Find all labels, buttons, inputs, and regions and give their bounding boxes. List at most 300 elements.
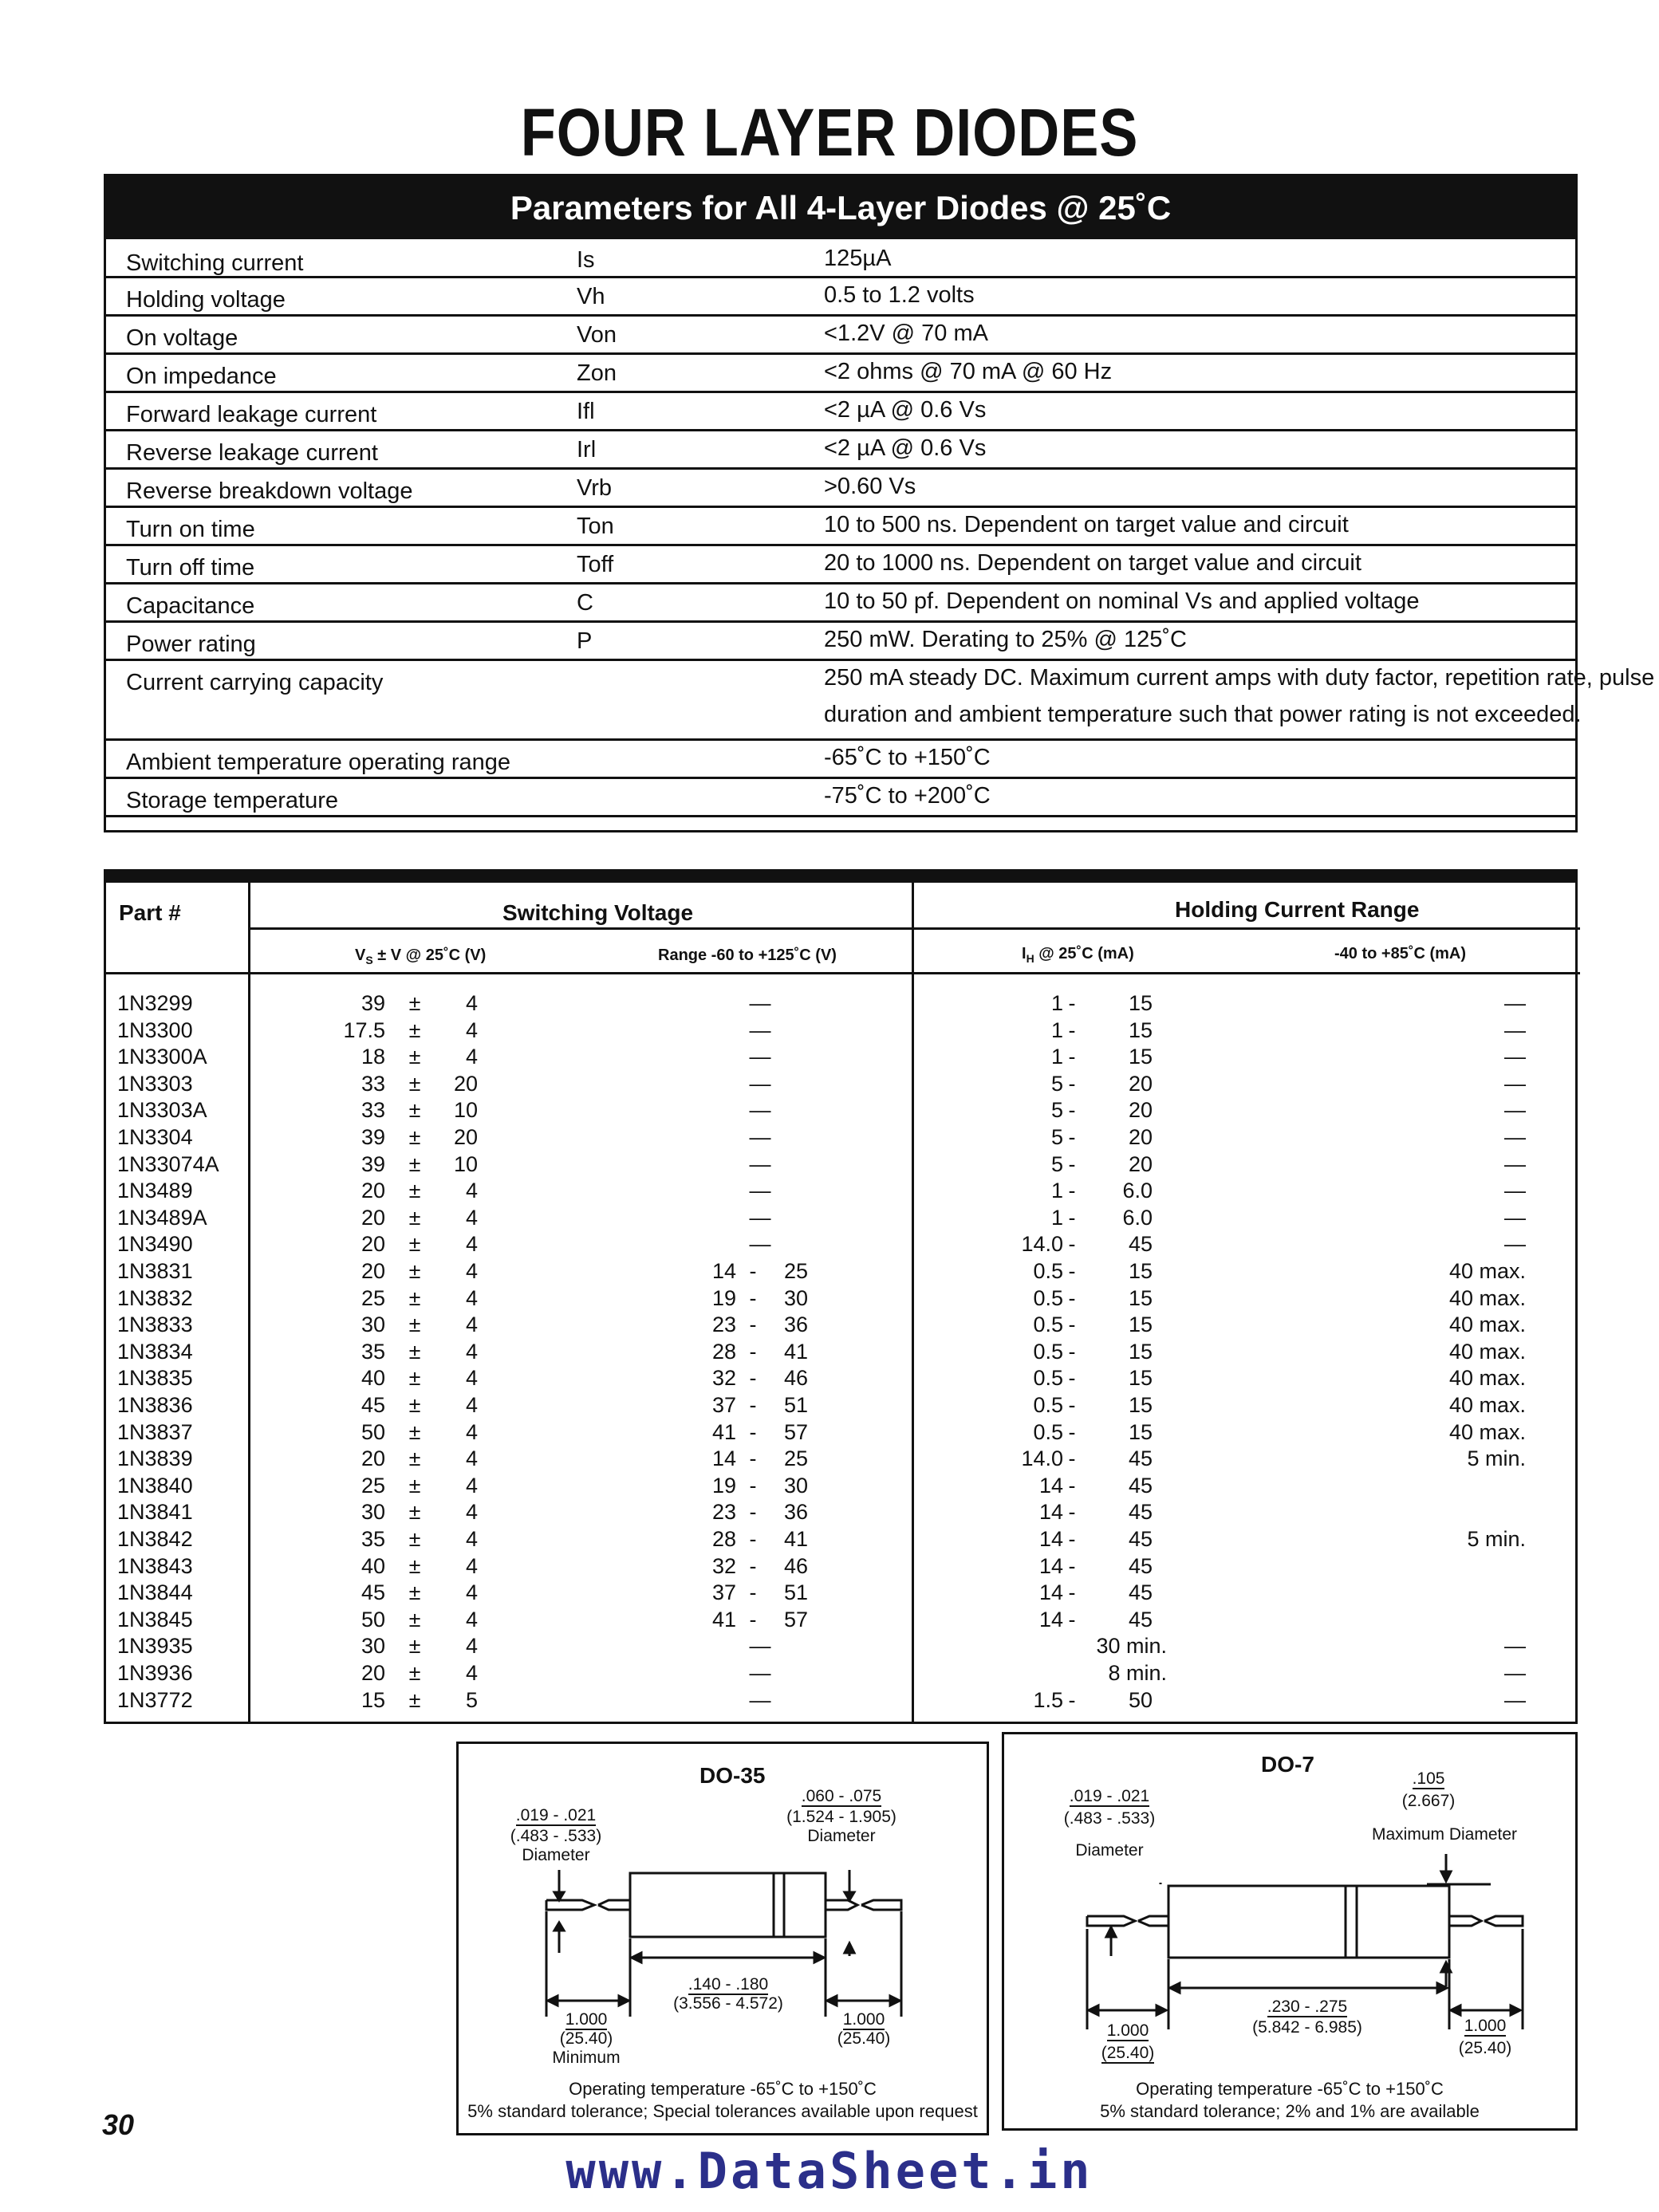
holding-current-range: 40 max.: [1448, 1393, 1526, 1417]
range-low: 32: [711, 1553, 736, 1578]
plus-minus: ±: [408, 991, 421, 1015]
holding-current-dash: -: [1068, 1687, 1076, 1712]
subheader-ih-symbol: I: [1022, 945, 1027, 962]
header-holding-current: Holding Current Range: [1175, 897, 1420, 922]
range-low: 19: [711, 1285, 736, 1310]
parameter-value: <2 µA @ 0.6 Vs: [824, 435, 987, 461]
footer-website: www.DataSheet.in: [565, 2142, 1094, 2200]
holding-current-low: 14: [1038, 1580, 1063, 1605]
holding-current-range: 5 min.: [1467, 1446, 1526, 1471]
parameter-row: [106, 738, 1575, 779]
range-dash: -: [749, 1313, 757, 1337]
header-part: Part #: [119, 900, 181, 925]
page-number: 30: [102, 2108, 135, 2141]
parameter-row: [106, 659, 1655, 741]
subheader-hold-range: -40 to +85˚C (mA): [1334, 945, 1467, 962]
do35-note-tolerance: 5% standard tolerance; Special tolerances available upon request: [467, 2101, 978, 2121]
do35-package-box: [456, 1742, 989, 2135]
part-number: 1N3844: [117, 1580, 193, 1605]
switching-voltage: 39: [361, 1151, 385, 1176]
part-number: 1N3836: [117, 1393, 193, 1417]
holding-current-high: 45: [1128, 1473, 1153, 1498]
part-number: 1N3842: [117, 1527, 193, 1551]
voltage-tolerance: 4: [465, 1527, 478, 1551]
range-low: 37: [711, 1393, 736, 1417]
holding-current-dash: -: [1068, 1285, 1076, 1310]
do35-lead-diameter-mm: (.483 - .533): [510, 1827, 602, 1845]
holding-current-range: —: [1504, 991, 1526, 1015]
holding-current-dash: -: [1068, 1098, 1076, 1123]
plus-minus: ±: [408, 1098, 421, 1123]
range-dash: -: [749, 1553, 757, 1578]
range-low: 23: [711, 1500, 736, 1525]
plus-minus: ±: [408, 1527, 421, 1551]
holding-current-range: —: [1504, 1661, 1526, 1685]
part-number: 1N3303: [117, 1071, 193, 1096]
parameter-name: Power rating: [126, 632, 256, 657]
parameter-symbol: Ton: [577, 514, 614, 539]
range-high: 41: [783, 1527, 808, 1551]
parameter-row: [106, 314, 1575, 355]
voltage-tolerance: 20: [453, 1071, 478, 1096]
switching-voltage: 30: [361, 1634, 385, 1659]
holding-current-high: 15: [1128, 1285, 1153, 1310]
switching-voltage: 39: [361, 991, 385, 1015]
range-value: —: [749, 1232, 771, 1257]
range-high: 46: [783, 1553, 808, 1578]
do7-label: DO-7: [1261, 1752, 1314, 1777]
range-dash: -: [749, 1285, 757, 1310]
voltage-tolerance: 4: [465, 1634, 478, 1659]
parameter-name: Current carrying capacity: [126, 670, 384, 695]
plus-minus: ±: [408, 1366, 421, 1391]
range-high: 36: [783, 1313, 808, 1337]
range-dash: -: [749, 1473, 757, 1498]
plus-minus: ±: [408, 1607, 421, 1631]
holding-current-dash: -: [1068, 1580, 1076, 1605]
holding-current-high: 15: [1128, 1017, 1153, 1042]
range-value: —: [749, 1205, 771, 1230]
holding-current-high: 45: [1128, 1580, 1153, 1605]
parameter-row: [106, 620, 1575, 661]
part-number: 1N3831: [117, 1259, 193, 1283]
range-value: —: [749, 1151, 771, 1176]
range-dash: -: [749, 1580, 757, 1605]
plus-minus: ±: [408, 1339, 421, 1364]
do7-body-diameter-in-text: .105: [1412, 1769, 1445, 1788]
range-low: 37: [711, 1580, 736, 1605]
voltage-tolerance: 4: [465, 1179, 478, 1203]
parameter-row: [106, 467, 1575, 508]
holding-current-dash: -: [1068, 1045, 1076, 1069]
part-number: 1N3303A: [117, 1098, 207, 1123]
range-value: —: [749, 1125, 771, 1149]
voltage-tolerance: 4: [465, 1285, 478, 1310]
parameter-row: [106, 239, 1575, 278]
switching-voltage: 20: [361, 1661, 385, 1685]
parameter-symbol: Is: [577, 247, 595, 273]
parameter-name: Forward leakage current: [126, 402, 377, 427]
switching-voltage: 30: [361, 1500, 385, 1525]
switching-voltage: 20: [361, 1232, 385, 1257]
part-number: 1N3837: [117, 1419, 193, 1444]
parameter-value: -75˚C to +200˚C: [824, 783, 991, 809]
part-number: 1N3839: [117, 1446, 193, 1471]
do35-lead-diameter-caption: Diameter: [522, 1846, 590, 1864]
holding-current-dash: -: [1068, 1125, 1076, 1149]
holding-current-range: —: [1504, 1687, 1526, 1712]
table-top-bar: [106, 872, 1575, 883]
subheader-vs-symbol: V: [355, 947, 366, 964]
parameter-value: -65˚C to +150˚C: [824, 745, 991, 770]
parameter-row: [106, 352, 1575, 393]
parameter-value: 250 mA steady DC. Maximum current amps with duty factor, repetition rate, pulse: [824, 665, 1655, 691]
holding-current-low: 1.5: [1033, 1687, 1063, 1712]
parameter-row: [106, 544, 1575, 584]
plus-minus: ±: [408, 1313, 421, 1337]
voltage-tolerance: 4: [465, 1580, 478, 1605]
do35-body-diameter-mm: (1.524 - 1.905): [786, 1808, 896, 1826]
range-dash: -: [749, 1259, 757, 1283]
holding-current-dash: -: [1068, 1553, 1076, 1578]
range-dash: -: [749, 1446, 757, 1471]
voltage-tolerance: 4: [465, 1446, 478, 1471]
do7-lead-length-left-mm: [1084, 2044, 1172, 2063]
range-low: 28: [711, 1527, 736, 1551]
do35-body-diameter-caption: Diameter: [807, 1827, 876, 1845]
parameter-row: [106, 429, 1575, 470]
holding-current-high: 20: [1128, 1071, 1153, 1096]
holding-current-high: 15: [1128, 991, 1153, 1015]
holding-current-range: 5 min.: [1467, 1527, 1526, 1551]
do7-note-temperature: Operating temperature -65˚C to +150˚C: [1136, 2079, 1444, 2099]
holding-current-low: 1: [1050, 1179, 1063, 1203]
holding-current-high: 20: [1128, 1098, 1153, 1123]
holding-current-low: 14: [1038, 1607, 1063, 1631]
do7-lead-diameter-mm: (.483 - .533): [1063, 1809, 1156, 1828]
parameter-value: 10 to 50 pf. Dependent on nominal Vs and applied voltage: [824, 588, 1420, 614]
part-number: 1N3841: [117, 1500, 193, 1525]
range-low: 28: [711, 1339, 736, 1364]
switching-voltage: 39: [361, 1125, 385, 1149]
holding-current-dash: -: [1068, 1366, 1076, 1391]
holding-current-dash: -: [1068, 1232, 1076, 1257]
do7-lead-length-left-mm-text: (25.40): [1101, 2044, 1155, 2062]
holding-current-range: —: [1504, 1634, 1526, 1659]
holding-current-low: 5: [1050, 1071, 1063, 1096]
holding-current-dash: -: [1068, 1259, 1076, 1283]
subheader-ih: [1022, 945, 1134, 965]
part-number: 1N3299: [117, 991, 193, 1015]
switching-voltage: 35: [361, 1527, 385, 1551]
holding-current-low: 0.5: [1033, 1259, 1063, 1283]
parameter-row: [106, 506, 1575, 546]
part-number: 1N3840: [117, 1473, 193, 1498]
plus-minus: ±: [408, 1687, 421, 1712]
holding-current-high: 15: [1128, 1313, 1153, 1337]
holding-current-range: —: [1504, 1071, 1526, 1096]
holding-current-range: 40 max.: [1448, 1313, 1526, 1337]
part-number: 1N3832: [117, 1285, 193, 1310]
voltage-tolerance: 4: [465, 1313, 478, 1337]
column-divider: [248, 883, 250, 1722]
parameter-symbol: Ifl: [577, 399, 595, 424]
holding-current-low: 5: [1050, 1098, 1063, 1123]
do7-body-length-in: [1220, 1997, 1395, 2017]
voltage-tolerance: 4: [465, 1259, 478, 1283]
holding-current-range: —: [1504, 1151, 1526, 1176]
holding-current-dash: -: [1068, 1607, 1076, 1631]
switching-voltage: 33: [361, 1098, 385, 1123]
parameter-value: 250 mW. Derating to 25% @ 125˚C: [824, 627, 1187, 652]
range-value: —: [749, 1071, 771, 1096]
range-low: 23: [711, 1313, 736, 1337]
do7-body-length-mm: (5.842 - 6.985): [1252, 2018, 1362, 2037]
range-low: 14: [711, 1446, 736, 1471]
plus-minus: ±: [408, 1580, 421, 1605]
voltage-tolerance: 4: [465, 1473, 478, 1498]
holding-current-range: 40 max.: [1448, 1259, 1526, 1283]
range-value: —: [749, 1045, 771, 1069]
plus-minus: ±: [408, 1179, 421, 1203]
part-number: 1N3835: [117, 1366, 193, 1391]
range-high: 57: [783, 1419, 808, 1444]
switching-voltage: 45: [361, 1393, 385, 1417]
plus-minus: ±: [408, 1151, 421, 1176]
range-value: —: [749, 991, 771, 1015]
do35-lead-length-right-mm: (25.40): [837, 2029, 891, 2048]
subheader-range: Range -60 to +125˚C (V): [658, 947, 837, 964]
parameter-symbol: Von: [577, 322, 617, 348]
do7-note-tolerance: 5% standard tolerance; 2% and 1% are available: [1100, 2101, 1480, 2121]
range-value: —: [749, 1179, 771, 1203]
plus-minus: ±: [408, 1419, 421, 1444]
do7-body-diameter-caption: Maximum Diameter: [1371, 1825, 1518, 1844]
parameter-symbol: Vrb: [577, 475, 613, 501]
parameter-value-continued: duration and ambient temperature such that power rating is not exceeded.: [824, 702, 1582, 727]
holding-current-high: 6.0: [1122, 1179, 1153, 1203]
holding-current-dash: -: [1068, 991, 1076, 1015]
voltage-tolerance: 4: [465, 1393, 478, 1417]
switching-voltage: 40: [361, 1366, 385, 1391]
do35-lead-length-left-mm: (25.40): [559, 2029, 613, 2048]
plus-minus: ±: [408, 1634, 421, 1659]
holding-current-dash: -: [1068, 1446, 1076, 1471]
switching-voltage: 20: [361, 1205, 385, 1230]
parameter-row: [106, 582, 1575, 623]
subheader-vs-rest: ± V @ 25˚C (V): [377, 947, 487, 964]
parameter-symbol: Toff: [577, 552, 614, 577]
holding-current-range: —: [1504, 1045, 1526, 1069]
holding-current-high: 15: [1128, 1339, 1153, 1364]
holding-current-high: 45: [1128, 1500, 1153, 1525]
part-number: 1N3489A: [117, 1205, 207, 1230]
holding-current-high: 20: [1128, 1151, 1153, 1176]
range-dash: -: [749, 1339, 757, 1364]
range-low: 32: [711, 1366, 736, 1391]
switching-voltage: 50: [361, 1419, 385, 1444]
range-high: 36: [783, 1500, 808, 1525]
parameter-name: Turn on time: [126, 517, 255, 542]
holding-current-low: 0.5: [1033, 1366, 1063, 1391]
holding-current-low: 5: [1050, 1125, 1063, 1149]
parameter-name: Holding voltage: [126, 287, 286, 313]
do35-body-length-mm: (3.556 - 4.572): [673, 1994, 783, 2013]
voltage-tolerance: 4: [465, 991, 478, 1015]
subheader-vs-subscript: S: [365, 954, 373, 966]
range-low: 41: [711, 1607, 736, 1631]
switching-voltage: 20: [361, 1179, 385, 1203]
holding-current-low: 14: [1038, 1527, 1063, 1551]
voltage-tolerance: 10: [453, 1151, 478, 1176]
plus-minus: ±: [408, 1232, 421, 1257]
holding-current-dash: -: [1068, 1527, 1076, 1551]
holding-current-range: —: [1504, 1232, 1526, 1257]
holding-current-dash: -: [1068, 1419, 1076, 1444]
parameter-row: [106, 391, 1575, 431]
holding-current-dash: -: [1068, 1205, 1076, 1230]
voltage-tolerance: 4: [465, 1553, 478, 1578]
plus-minus: ±: [408, 1259, 421, 1283]
switching-voltage: 18: [361, 1045, 385, 1069]
do35-body-diameter-in-text: .060 - .075: [801, 1787, 882, 1805]
voltage-tolerance: 4: [465, 1419, 478, 1444]
plus-minus: ±: [408, 1017, 421, 1042]
do7-body-diameter-mm: (2.667): [1401, 1792, 1456, 1810]
switching-voltage: 15: [361, 1687, 385, 1712]
part-number: 1N3490: [117, 1232, 193, 1257]
parameter-value: 125µA: [824, 246, 892, 271]
range-value: —: [749, 1098, 771, 1123]
range-high: 51: [783, 1393, 808, 1417]
parameter-name: Reverse leakage current: [126, 440, 378, 466]
parameter-value: >0.60 Vs: [824, 474, 916, 499]
do35-lead-length-right-in-text: 1.000: [842, 2010, 885, 2029]
parameter-name: Reverse breakdown voltage: [126, 478, 413, 504]
holding-current-low: 14: [1038, 1553, 1063, 1578]
range-low: 41: [711, 1419, 736, 1444]
parameter-row: [106, 777, 1575, 817]
part-number: 1N3834: [117, 1339, 193, 1364]
voltage-tolerance: 4: [465, 1339, 478, 1364]
range-high: 41: [783, 1339, 808, 1364]
voltage-tolerance: 10: [453, 1098, 478, 1123]
parameters-table: [104, 174, 1655, 832]
holding-current-dash: -: [1068, 1179, 1076, 1203]
holding-current-dash: -: [1068, 1071, 1076, 1096]
holding-current-high: 20: [1128, 1125, 1153, 1149]
header-divider: [248, 927, 1580, 930]
plus-minus: ±: [408, 1500, 421, 1525]
part-number: 1N3845: [117, 1607, 193, 1631]
header-divider: [106, 972, 1580, 974]
parameter-symbol: P: [577, 628, 593, 654]
range-high: 25: [783, 1446, 808, 1471]
range-high: 25: [783, 1259, 808, 1283]
holding-current-range: —: [1504, 1205, 1526, 1230]
holding-current-low: 0.5: [1033, 1285, 1063, 1310]
plus-minus: ±: [408, 1285, 421, 1310]
holding-current-range: 40 max.: [1448, 1339, 1526, 1364]
do35-body-length-in: [664, 1975, 792, 1994]
parameter-symbol: Vh: [577, 284, 605, 309]
holding-current-range: —: [1504, 1098, 1526, 1123]
holding-current-range: 40 max.: [1448, 1366, 1526, 1391]
parameter-name: Ambient temperature operating range: [126, 750, 511, 775]
holding-current-range: —: [1504, 1179, 1526, 1203]
switching-voltage: 50: [361, 1607, 385, 1631]
holding-current-dash: -: [1068, 1313, 1076, 1337]
parameter-name: Switching current: [126, 250, 304, 276]
parameter-symbol: Irl: [577, 437, 597, 462]
parameter-name: On impedance: [126, 364, 277, 389]
plus-minus: ±: [408, 1553, 421, 1578]
holding-current-low: 14: [1038, 1473, 1063, 1498]
part-number: 1N3936: [117, 1661, 193, 1685]
range-low: 14: [711, 1259, 736, 1283]
holding-current-high: 15: [1128, 1259, 1153, 1283]
switching-voltage: 45: [361, 1580, 385, 1605]
range-dash: -: [749, 1366, 757, 1391]
do35-lead-length-left-in: [538, 2010, 634, 2029]
switching-voltage: 40: [361, 1553, 385, 1578]
holding-current-min: 30 min.: [1096, 1634, 1167, 1659]
range-high: 30: [783, 1285, 808, 1310]
parameter-row: [106, 276, 1575, 317]
holding-current-dash: -: [1068, 1151, 1076, 1176]
holding-current-high: 15: [1128, 1393, 1153, 1417]
holding-current-dash: -: [1068, 1500, 1076, 1525]
range-dash: -: [749, 1419, 757, 1444]
plus-minus: ±: [408, 1071, 421, 1096]
do35-lead-length-right-in: [816, 2010, 912, 2029]
range-value: —: [749, 1634, 771, 1659]
do7-body-length-in-text: .230 - .275: [1267, 1997, 1348, 2016]
holding-current-low: 0.5: [1033, 1313, 1063, 1337]
part-number: 1N3304: [117, 1125, 193, 1149]
holding-current-low: 1: [1050, 1045, 1063, 1069]
holding-current-high: 50: [1128, 1687, 1153, 1712]
parameter-name: Capacitance: [126, 593, 255, 619]
voltage-tolerance: 4: [465, 1661, 478, 1685]
switching-voltage: 30: [361, 1313, 385, 1337]
holding-current-high: 45: [1128, 1527, 1153, 1551]
switching-voltage: 33: [361, 1071, 385, 1096]
column-divider: [912, 972, 914, 1722]
holding-current-dash: -: [1068, 1339, 1076, 1364]
parameter-value: <1.2V @ 70 mA: [824, 321, 988, 346]
holding-current-low: 1: [1050, 991, 1063, 1015]
holding-current-low: 0.5: [1033, 1393, 1063, 1417]
plus-minus: ±: [408, 1125, 421, 1149]
holding-current-low: 14: [1038, 1500, 1063, 1525]
range-dash: -: [749, 1500, 757, 1525]
holding-current-high: 45: [1128, 1607, 1153, 1631]
do35-lead-length-left-caption: Minimum: [552, 2049, 621, 2067]
switching-voltage: 25: [361, 1473, 385, 1498]
do7-lead-length-left-in-text: 1.000: [1106, 2021, 1149, 2040]
holding-current-high: 15: [1128, 1366, 1153, 1391]
range-high: 57: [783, 1607, 808, 1631]
parameter-value: 0.5 to 1.2 volts: [824, 282, 975, 308]
voltage-tolerance: 4: [465, 1366, 478, 1391]
holding-current-dash: -: [1068, 1393, 1076, 1417]
switching-voltage: 35: [361, 1339, 385, 1364]
range-dash: -: [749, 1607, 757, 1631]
voltage-tolerance: 4: [465, 1205, 478, 1230]
holding-current-dash: -: [1068, 1017, 1076, 1042]
subheader-ih-rest: @ 25˚C (mA): [1038, 945, 1134, 962]
